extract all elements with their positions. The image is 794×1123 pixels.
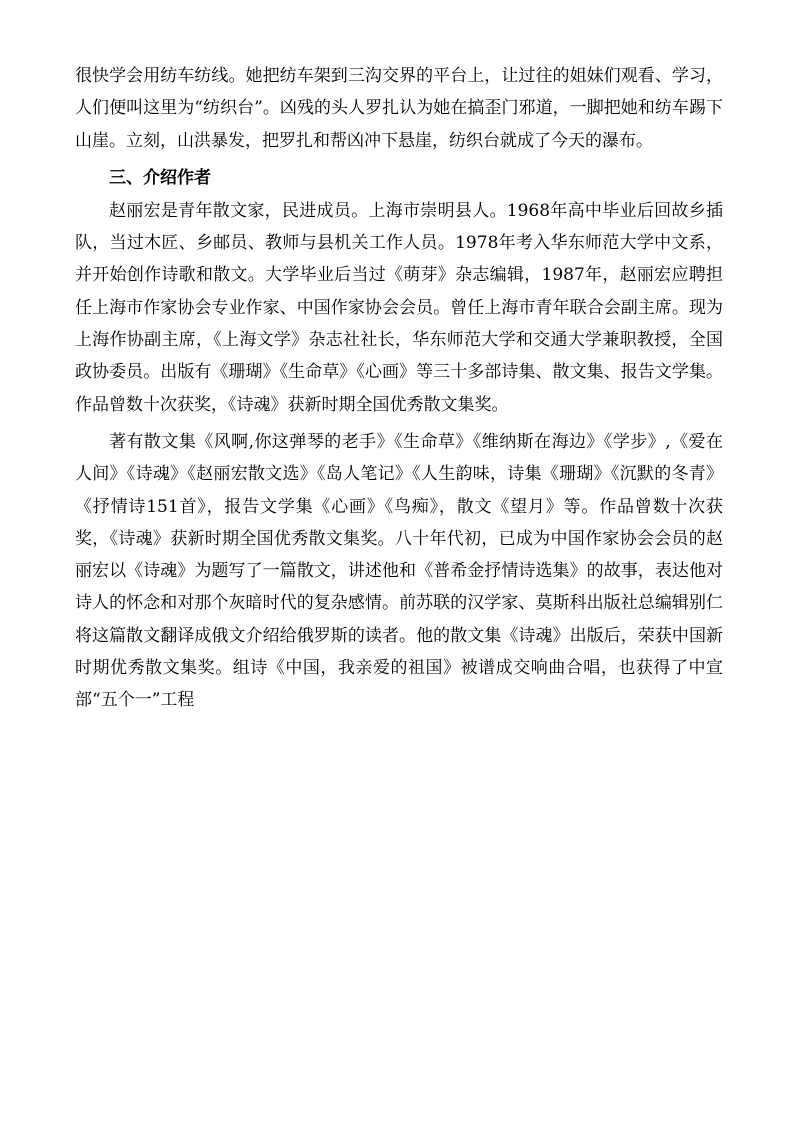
author-works-paragraph: 著有散文集《风啊,你这弹琴的老手》《生命草》《维纳斯在海边》《学步》,《爱在人间》《诗魂》《赵丽宏散文选》《岛人笔记》《人生韵味，诗集《珊瑚》《沉默的冬青》《抒情诗151首》，报告文学集《心画》《鸟痴》，散文《望月》等。作品曾数十次获奖，《诗魂》获新时期全国优秀散文集奖。八十年代初，已成为中国作家协会会员的赵丽宏以《诗魂》为题写了一篇散文，讲述他和《普希金抒情诗选集》的故事，表达他对诗人的怀念和对那个灰暗时代的复杂感情。前苏联的汉学家、莫斯科出版社总编辑别仁将这篇散文翻译成俄文介绍给俄罗斯的读者。他的散文集《诗魂》出版后，荣获中国新时期优秀散文集奖。组诗《中国，我亲爱的祖国》被谱成交响曲合唱，也获得了中宣部“五个一”工程 (75, 431, 723, 711)
author-bio-paragraph: 赵丽宏是青年散文家，民进成员。上海市崇明县人。1968年高中毕业后回故乡插队，当过木匠、乡邮员、教师与县机关工作人员。1978年考入华东师范大学中文系，并开始创作诗歌和散文。大学毕业后当过《萌芽》杂志编辑，1987年，赵丽宏应聘担任上海市作家协会专业作家、中国作家协会会员。曾任上海市青年联合会副主席。现为上海作协副主席，《上海文学》杂志社社长，华东师范大学和交通大学兼职教授，全国政协委员。出版有《珊瑚》《生命草》《心画》等三十多部诗集、散文集、报告文学集。作品曾数十次获奖，《诗魂》获新时期全国优秀散文集奖。 (75, 200, 723, 415)
document-page (75, 60, 723, 717)
section-heading: 三、介绍作者 (109, 167, 211, 188)
continuation-paragraph: 很快学会用纺车纺线。她把纺车架到三沟交界的平台上，让过往的姐妹们观看、学习，人们便叫这里为“纺织台”。凶残的头人罗扎认为她在搞歪门邪道，一脚把她和纺车踢下山崖。立刻，山洪暴发，把罗扎和帮凶冲下悬崖，纺织台就成了今天的瀑布。 (75, 66, 723, 151)
